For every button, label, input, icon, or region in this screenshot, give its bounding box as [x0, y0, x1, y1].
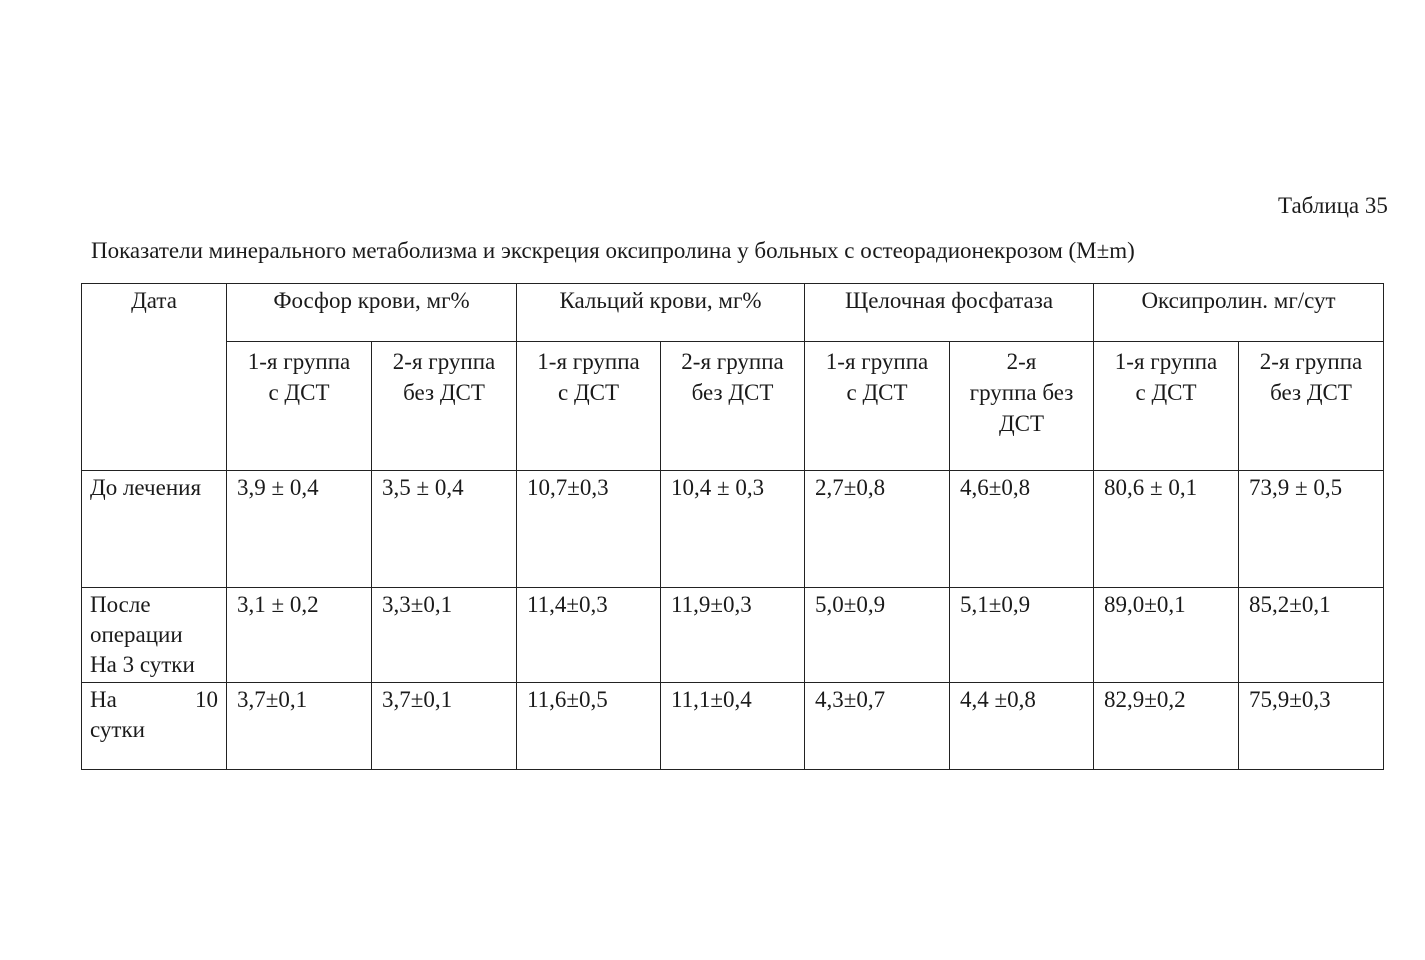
subheader-cell: 2-я группа без ДСТ: [661, 342, 805, 471]
row-label: После операции На 3 сутки: [82, 588, 227, 683]
subheader-cell: 1-я группа с ДСТ: [805, 342, 950, 471]
table-cell: 10,7±0,3: [517, 471, 661, 588]
metabolism-table: [81, 283, 1384, 770]
table-cell: 11,9±0,3: [661, 588, 805, 683]
group-header-alkaline-phosphatase: Щелочная фосфатаза: [805, 284, 1094, 342]
subheader-row: [82, 342, 1384, 471]
table-cell: 80,6 ± 0,1: [1094, 471, 1239, 588]
table-cell: 82,9±0,2: [1094, 683, 1239, 770]
table-cell: 4,6±0,8: [950, 471, 1094, 588]
subheader-cell: 2-я группа без ДСТ: [950, 342, 1094, 471]
table-cell: 3,7±0,1: [372, 683, 517, 770]
table-cell: 3,1 ± 0,2: [227, 588, 372, 683]
table-cell: 2,7±0,8: [805, 471, 950, 588]
table-cell: 10,4 ± 0,3: [661, 471, 805, 588]
subheader-cell: 1-я группа с ДСТ: [517, 342, 661, 471]
table-row: [82, 471, 1384, 588]
table-cell: 3,3±0,1: [372, 588, 517, 683]
table-number: Таблица 35: [1278, 193, 1388, 218]
table-cell: 85,2±0,1: [1239, 588, 1384, 683]
subheader-cell: 2-я группа без ДСТ: [372, 342, 517, 471]
table-cell: 3,7±0,1: [227, 683, 372, 770]
subheader-cell: 1-я группа с ДСТ: [227, 342, 372, 471]
group-header-phosphorus: Фосфор крови, мг%: [227, 284, 517, 342]
table-row: [82, 588, 1384, 683]
table-cell: 11,6±0,5: [517, 683, 661, 770]
table-cell: 89,0±0,1: [1094, 588, 1239, 683]
row-label: На 10 сутки: [82, 683, 227, 770]
group-header-oxyproline: Оксипролин. мг/сут: [1094, 284, 1384, 342]
group-header-row: [82, 284, 1384, 342]
table-cell: 4,4 ±0,8: [950, 683, 1094, 770]
table-caption: Показатели минерального метаболизма и экскреция оксипролина у больных с остеорадионекрозом (М±m): [91, 238, 1135, 263]
table-cell: 3,9 ± 0,4: [227, 471, 372, 588]
row-label: До лечения: [82, 471, 227, 588]
table-cell: 3,5 ± 0,4: [372, 471, 517, 588]
subheader-cell: 2-я группа без ДСТ: [1239, 342, 1384, 471]
table-cell: 4,3±0,7: [805, 683, 950, 770]
table-cell: 5,1±0,9: [950, 588, 1094, 683]
table-cell: 5,0±0,9: [805, 588, 950, 683]
group-header-calcium: Кальций крови, мг%: [517, 284, 805, 342]
table-cell: 11,4±0,3: [517, 588, 661, 683]
table-cell: 11,1±0,4: [661, 683, 805, 770]
table-row: [82, 683, 1384, 770]
subheader-cell: 1-я группа с ДСТ: [1094, 342, 1239, 471]
table-cell: 75,9±0,3: [1239, 683, 1384, 770]
date-header: Дата: [82, 284, 227, 471]
table-cell: 73,9 ± 0,5: [1239, 471, 1384, 588]
